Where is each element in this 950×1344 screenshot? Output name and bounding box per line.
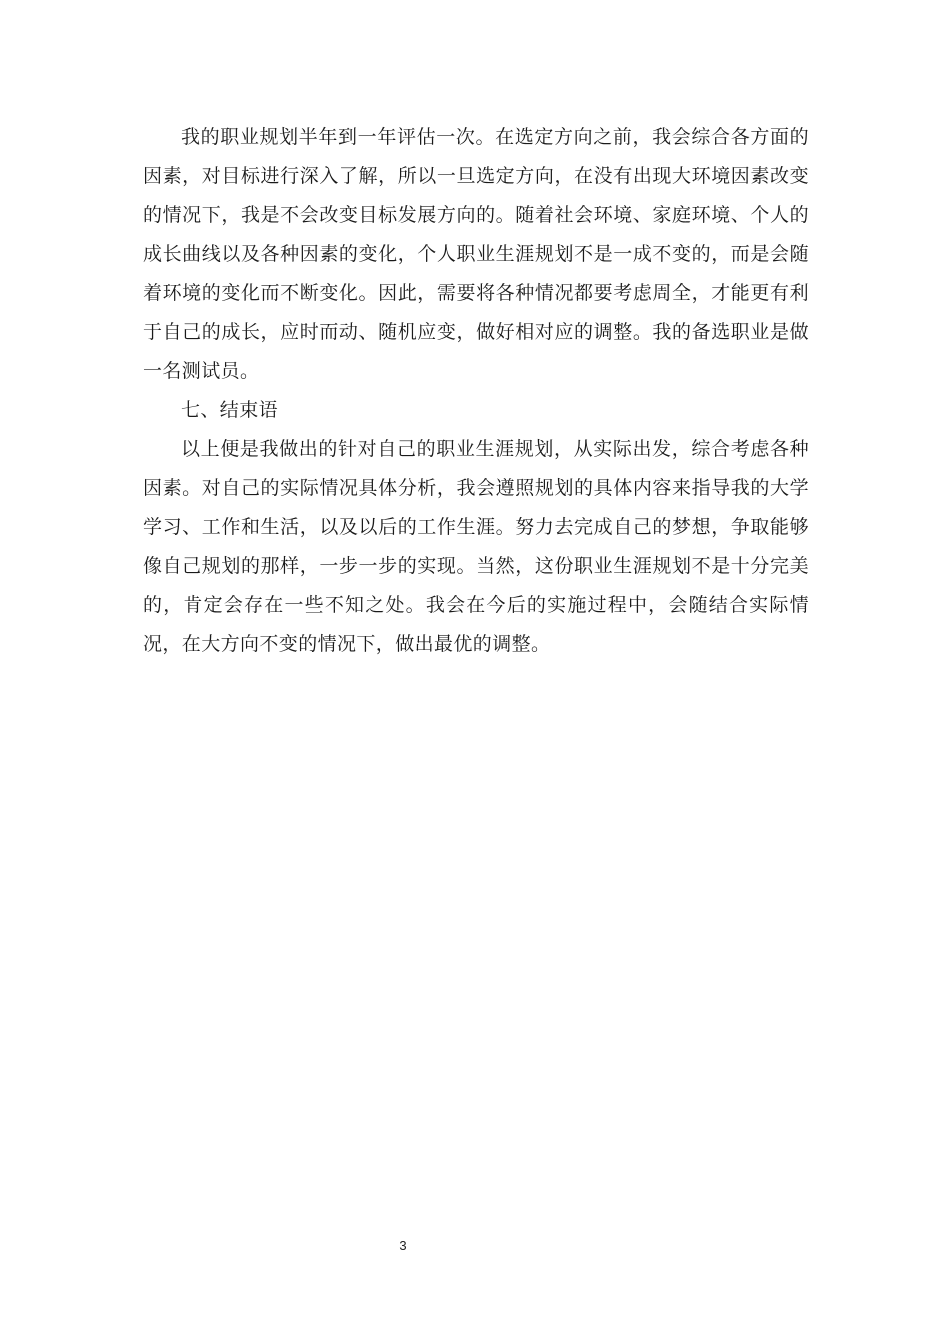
paragraph-conclusion: 以上便是我做出的针对自己的职业生涯规划，从实际出发，综合考虑各种因素。对自己的实际情况具体分析，我会遵照规划的具体内容来指导我的大学学习、工作和生活，以及以后的工作生涯。努力去完成自己的梦想，争取能够像自己规划的那样，一步一步的实现。当然，这份职业生涯规划不是十分完美的，肯定会存在一些不知之处。我会在今后的实施过程中，会随结合实际情况，在大方向不变的情况下，做出最优的调整。 — [143, 438, 809, 655]
section-heading-conclusion: 七、结束语 — [181, 399, 279, 421]
document-body — [143, 118, 809, 664]
page-number: 3 — [399, 1238, 407, 1253]
paragraph-career-evaluation: 我的职业规划半年到一年评估一次。在选定方向之前，我会综合各方面的因素，对目标进行深入了解，所以一旦选定方向，在没有出现大环境因素改变的情况下，我是不会改变目标发展方向的。随着社会环境、家庭环境、个人的成长曲线以及各种因素的变化，个人职业生涯规划不是一成不变的，而是会随着环境的变化而不断变化。因此，需要将各种情况都要考虑周全，才能更有利于自己的成长，应时而动、随机应变，做好相对应的调整。我的备选职业是做一名测试员。 — [143, 126, 809, 382]
